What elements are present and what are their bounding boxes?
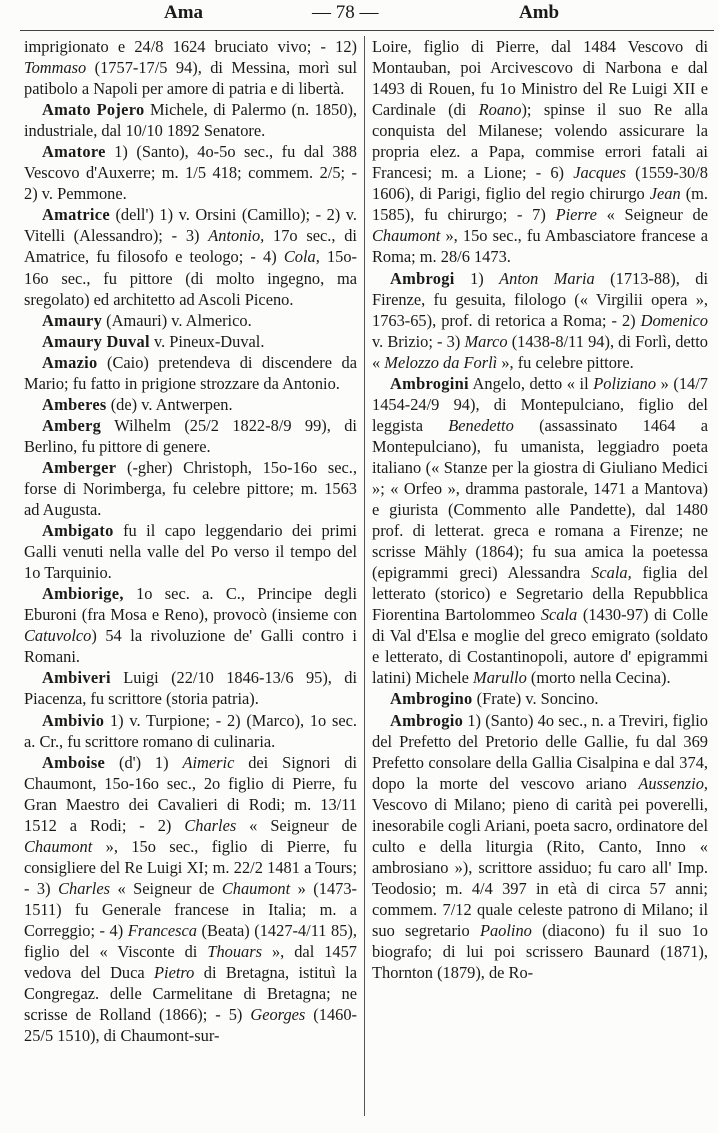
italic-text: Marullo <box>473 668 527 688</box>
italic-text: Pietro <box>154 963 195 983</box>
italic-text: Cola, <box>283 247 320 267</box>
entry-headword: Ambrogio <box>390 710 464 730</box>
entry-text: (Beata) (1427-4/11 85), figlio del « Visconte di <box>24 920 357 962</box>
italic-text: Georges <box>250 1005 306 1025</box>
dictionary-entry <box>24 710 357 752</box>
entry-text: (1460-25/5 1510), di Chaumont-sur- <box>24 1005 357 1046</box>
dictionary-entry <box>24 141 357 204</box>
dictionary-entry <box>372 688 708 709</box>
dictionary-entry <box>372 373 708 689</box>
entry-text: (d') 1) <box>105 752 183 772</box>
dictionary-entry <box>24 99 357 141</box>
dictionary-entry <box>24 204 357 309</box>
entry-headword: Amazio <box>42 352 98 372</box>
entry-headword: Ambrogi <box>390 268 455 288</box>
entry-text: Wilhelm (25/2 1822-8/9 99), di Berlino, fu pittore di genere. <box>24 415 357 456</box>
entry-headword: Ambrogini <box>390 373 469 393</box>
entry-text: (1438-8/11 94), di Forlì, detto « <box>372 331 708 372</box>
italic-text: Roano <box>478 100 522 120</box>
entry-headword: Ambigato <box>42 521 114 541</box>
dictionary-entry <box>24 36 357 99</box>
entry-headword: Amberger <box>42 457 117 477</box>
entry-text: (Frate) v. Soncino. <box>472 689 599 709</box>
italic-text: Chaumont <box>24 836 93 856</box>
entry-text: fu il capo leggendario dei primi Galli venuti nella valle del Po verso il tempo del 1o Tarquinio. <box>24 521 357 583</box>
dictionary-entry <box>24 457 357 520</box>
italic-text: Charles <box>184 815 237 835</box>
entry-text: ); spinse il suo Re alla conquista del Milanese; volendo assicurare la propria elez. a Papa, commise errori fatali ai Francesi; m. a Lione; - 6) <box>372 100 708 183</box>
entry-text: 1) (Santo) 4o sec., n. a Treviri, figlio del Prefetto del Pretorio delle Gallie, fu dal 369 Prefetto consolare della Gallia Cisalpina e dal 374, dopo la morte del vescovo ariano <box>372 710 708 793</box>
entry-headword: Amaury Duval <box>42 331 150 351</box>
italic-text: Chaumont <box>221 878 291 898</box>
italic-text: Scala <box>540 605 578 625</box>
entry-text: 17o sec., di Amatrice, fu filosofo e teologo; - 4) <box>24 226 357 267</box>
italic-text: Pierre <box>555 205 597 225</box>
entry-text: Loire, figlio di Pierre, dal 1484 Vescovo di Montauban, poi Arcivescovo di Narbona e dal 1493 di Rouen, fu 1o Ministro del Re Luigi XII e Cardinale (di <box>372 37 708 120</box>
italic-text: Francesca <box>127 920 197 940</box>
dictionary-entry <box>372 36 708 268</box>
entry-headword: Ambiveri <box>42 668 111 688</box>
running-head <box>0 0 718 26</box>
entry-text: (Amauri) v. Almerico. <box>102 310 252 330</box>
page-number: — 78 — <box>312 2 379 23</box>
dictionary-entry <box>24 352 357 394</box>
italic-text: Chaumont <box>372 226 441 246</box>
header-rule <box>20 30 714 31</box>
entry-text: » (1473-1511) fu Generale francese in Italia; m. a Correggio; - 4) <box>24 878 357 940</box>
entry-text: Luigi (22/10 1846-13/6 95), di Piacenza, fu scrittore (storia patria). <box>24 668 357 709</box>
entry-headword: Ambiorige, <box>42 584 124 604</box>
italic-text: Benedetto <box>448 415 514 435</box>
entry-text: « Seigneur de <box>236 815 357 835</box>
entry-text: 1) v. Turpione; - 2) (Marco), 1o sec. a. Cr., fu scrittore romano di culinaria. <box>24 710 357 751</box>
entry-headword: Amboise <box>42 752 106 772</box>
entry-text: v. Brizio; - 3) <box>372 331 465 351</box>
entry-text: (dell') 1) v. Orsini (Camillo); - 2) v. Vitelli (Alessandro); - 3) <box>24 205 357 246</box>
entry-headword: Amato Pojero <box>42 100 145 120</box>
entry-text: (1559-30/8 1606), di Parigi, figlio del regio chirurgo <box>372 163 708 204</box>
italic-text: Aussenzio, <box>638 773 708 793</box>
right-column <box>372 36 708 1129</box>
dictionary-entry <box>372 268 708 373</box>
entry-text: « Seigneur de <box>596 205 708 225</box>
entry-headword: Amberg <box>42 415 102 435</box>
entry-headword: Amatrice <box>42 205 110 225</box>
italic-text: Aimeric <box>182 752 235 772</box>
entry-text: (1713-88), di Firenze, fu gesuita, filologo (« Virgilii opera », 1763-65), prof. di retorica a Roma; - 2) <box>372 268 708 330</box>
italic-text: Charles <box>58 878 110 898</box>
entry-headword: Ambivio <box>42 710 105 730</box>
italic-text: Tommaso <box>24 58 87 78</box>
entry-text: imprigionato e 24/8 1624 bruciato vivo; - 12) <box>24 37 357 56</box>
dictionary-entry <box>24 583 357 667</box>
entry-headword: Amberes <box>42 394 107 414</box>
italic-text: Catuvolco <box>24 626 92 646</box>
entry-text: Angelo, detto « il <box>468 373 594 393</box>
italic-text: Melozzo da Forlì <box>384 352 498 372</box>
entry-text: », fu celebre pittore. <box>497 352 634 372</box>
entry-text: « Seigneur de <box>110 878 222 898</box>
entry-text: Michele, di Palermo (n. 1850), industriale, dal 10/10 1892 Senatore. <box>24 100 357 141</box>
entry-text: di Bretagna, istituì la Congregaz. delle Carmelitane di Bretagna; ne scrisse de Rolland (1866); - 5) <box>24 963 357 1025</box>
entry-text: 1) (Santo), 4o-5o sec., fu dal 388 Vescovo d'Auxerre; m. 1/5 418; commem. 2/5; - 2) v. Pemmone. <box>24 142 357 204</box>
dictionary-entry <box>24 310 357 331</box>
guide-word-left: Ama <box>164 2 204 23</box>
entry-text: 15o-16o sec., fu pittore (di molto ingegno, ma sregolato) ed architetto ad Ascoli Piceno. <box>24 247 357 309</box>
italic-text: Anton Maria <box>499 268 595 288</box>
entry-text: Vescovo di Milano; pieno di carità pei poverelli, inesorabile cogli Ariani, poeta sacro, ordinatore del culto e della liturgia (Rito, Canto, Inno « ambrosiano »), scrittore assiduo; fu caro all' Imp. Teodosio; m. 4/4 397 in età di circa 57 anni; commem. 7/12 quale celeste patrono di Milano; il suo segretario <box>372 794 708 940</box>
entry-text: (m. 1585), fu chirurgo; - 7) <box>372 184 708 225</box>
entry-text: v. Pineux-Duval. <box>149 331 265 351</box>
entry-text: (assassinato 1464 a Montepulciano), fu umanista, leggiadro poeta italiano (« Stanze per la giostra di Giuliano Medici »; « Orfeo », dramma pastorale, 1471 a Mantova) e giurista (Commento alle Pandette), dal 1480 prof. di letterat. greca e romana a Firenze; ne scrisse Mähly (1864); fu sua amica la poetessa (epigrammi greci) Alessandra <box>372 415 708 583</box>
left-column <box>24 36 357 1129</box>
column-divider <box>364 36 365 1116</box>
italic-text: Thouars <box>207 942 262 962</box>
entry-text: figlia del letterato (storico) e Segretario della Repubblica Fiorentina Bartolommeo <box>372 563 708 625</box>
entry-text: », dal 1457 vedova del Duca <box>24 942 357 983</box>
entry-headword: Ambrogino <box>390 689 473 709</box>
italic-text: Jacques <box>573 163 626 183</box>
dictionary-entry <box>24 331 357 352</box>
italic-text: Poliziano <box>593 373 657 393</box>
italic-text: Domenico <box>640 310 708 330</box>
entry-headword: Amatore <box>42 142 106 162</box>
dictionary-entry <box>24 415 357 457</box>
entry-headword: Amaury <box>42 310 103 330</box>
entry-text: (morto nella Cecina). <box>526 668 671 688</box>
entry-text: (-gher) Christoph, 15o-16o sec., forse di Norimberga, fu celebre pittore; m. 1563 ad Augusta. <box>24 457 357 520</box>
entry-text: ) 54 la rivoluzione de' Galli contro i Romani. <box>24 626 357 667</box>
entry-text: (de) v. Antwerpen. <box>106 394 233 414</box>
entry-text: », 15o sec., fu Ambasciatore francese a Roma; m. 28/6 1473. <box>372 226 708 267</box>
entry-text: », 15o sec., figlio di Pierre, fu consigliere del Re Luigi XI; m. 22/2 1481 a Tours; - 3) <box>24 836 357 898</box>
dictionary-entry <box>24 394 357 415</box>
entry-text: (1430-97) di Colle di Val d'Elsa e moglie del greco emigrato (soldato e letterato, di Costantinopoli, autore d' epigrammi latini) Michele <box>372 605 708 688</box>
italic-text: Marco <box>464 331 508 351</box>
italic-text: Paolino <box>479 920 532 940</box>
entry-text: (1757-17/5 94), di Messina, morì sul patibolo a Napoli per amore di patria e di libertà. <box>24 58 357 99</box>
entry-text: dei Signori di Chaumont, 15o-16o sec., 2o figlio di Pierre, fu Gran Maestro dei Cavalieri di Rodi; m. 13/11 1512 a Rodi; - 2) <box>24 752 357 835</box>
dictionary-entry <box>372 710 708 984</box>
italic-text: Jean <box>649 184 681 204</box>
guide-word-right: Amb <box>519 2 560 23</box>
italic-text: Scala, <box>591 563 632 583</box>
entry-text: (diacono) fu il suo 1o biografo; di lui poi scrissero Baunard (1871), Thornton (1879), de Ro- <box>372 920 708 983</box>
entry-text: » (14/7 1454-24/9 94), di Montepulciano, figlio del leggista <box>372 373 708 435</box>
entry-text: 1o sec. a. C., Principe degli Eburoni (fra Mosa e Reno), provocò (insieme con <box>24 584 357 625</box>
entry-text: (Caio) pretendeva di discendere da Mario; fu fatto in prigione strozzare da Antonio. <box>24 352 357 393</box>
dictionary-entry <box>24 752 357 1047</box>
entry-text: 1) <box>454 268 500 288</box>
dictionary-entry <box>24 667 357 709</box>
italic-text: Antonio, <box>208 226 265 246</box>
dictionary-entry <box>24 520 357 583</box>
